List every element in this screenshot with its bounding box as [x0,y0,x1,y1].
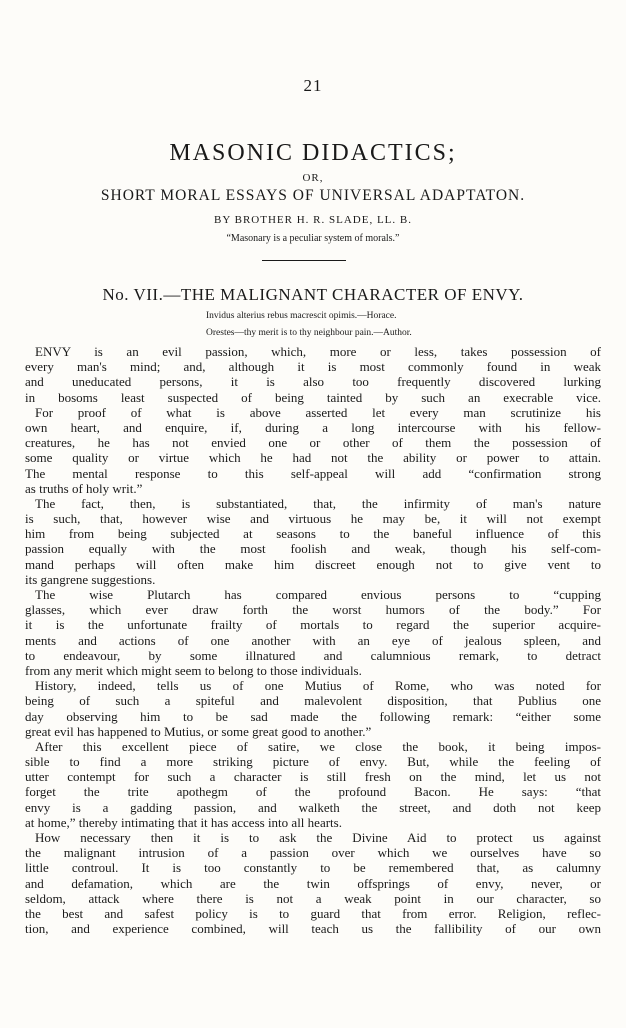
page-title: MASONIC DIDACTICS; [169,140,457,166]
text-line: utter contempt for such a character is still fresh on the mind, let us not [25,769,601,785]
text-line: The mental response to this self-appeal will add “confirmation strong [25,465,601,481]
text-line: ENVY is an evil passion, which, more or less, takes possession of [35,344,601,359]
text-line: The wise Plutarch has compared envious persons to “cupping [35,587,601,602]
text-line: day observing him to be sad made the following remark: “either some [25,708,601,724]
text-line: its gangrene suggestions. [25,571,156,587]
text-line: ments and actions of one another with an eye of jealous spleen, and [25,632,601,648]
text-line: him from being subjected at seasons to the baneful influence of this [25,526,601,542]
text-line: little controul. It is too constantly to be remembered that, as calumny [25,860,601,876]
motto: “Masonary is a peculiar system of morals.” [226,233,400,244]
page-subtitle: SHORT MORAL ESSAYS OF UNIVERSAL ADAPTATON. [100,187,526,204]
text-line: mand perhaps will often make him discreet enough not to give vent to [25,556,601,572]
text-line: the best and safest policy is to guard that from error. Religion, reflec- [25,905,601,921]
text-line: creatures, he has not envied one or other of them the possession of [25,435,601,451]
text-line: The fact, then, is substantiated, that, the infirmity of man's nature [35,495,601,511]
text-line: and uneducated persons, it is also too frequently discovered lurking [25,374,601,390]
text-line: the malignant intrusion of a passion over which we ourselves have so [25,845,601,861]
title-conjunction: OR, [302,172,324,184]
text-line: seldom, attack where there is not a weak point in our character, so [25,890,601,906]
text-line: own heart, and enquire, if, during a long intercourse with his fellow- [25,419,601,435]
text-line: great evil has happened to Mutius, or some great good to another.” [25,723,372,739]
text-line: and defamation, which are the twin offsprings of envy, never, or [25,875,601,891]
author-byline: BY BROTHER H. R. SLADE, LL. B. [214,214,412,226]
text-line: some quality or virtue which he had not the ability or power to attain. [25,450,601,466]
text-line: For proof of what is above asserted let every man scrutinize his [35,404,601,420]
text-line: as truths of holy writ.” [25,480,143,496]
page-number: 21 [303,76,323,95]
text-line: it is the unfortunate frailty of mortals to regard the superior acquire- [25,617,601,633]
epigraph-horace: Invidus alterius rebus macrescit opimis.—Horace. [206,311,397,321]
text-line: in bosoms least suspected of being tainted by such an execrable vice. [25,389,601,405]
text-line: passion equally with the most foolish and weak, though his self-com- [25,541,601,557]
text-line: to endeavour, by some illnatured and calumnious remark, to detract [25,647,601,663]
text-line: is such, that, however wise and virtuous he may be, it will not exempt [25,511,601,527]
text-line: at home,” thereby intimating that it has access into all hearts. [25,814,342,830]
text-line: envy is a gadding passion, and walketh the street, and doth not keep [25,799,601,815]
text-line: History, indeed, tells us of one Mutius of Rome, who was noted for [35,678,601,694]
text-line: tion, and experience combined, will teach us the fallibility of our own [25,921,601,937]
text-line: from any merit which might seem to belong to those individuals. [25,662,362,678]
text-line: forget the trite apothegm of the profound Bacon. He says: “that [25,784,601,800]
text-line: being of such a spiteful and malevolent disposition, that Publius one [25,693,601,709]
chapter-title: No. VII.—THE MALIGNANT CHARACTER OF ENVY. [102,285,524,304]
text-line: sible to find a more striking picture of envy. But, while the feeling of [25,754,601,770]
text-line: every man's mind; and, although it is most commonly found in weak [25,359,601,375]
section-divider [262,260,346,261]
epigraph-author: Orestes—thy merit is to thy neighbour pain.—Author. [206,328,412,338]
text-line: glasses, which ever draw forth the worst humors of the body.” For [25,602,601,618]
text-line: How necessary then it is to ask the Divine Aid to protect us against [35,830,601,845]
text-line: After this excellent piece of satire, we close the book, it being impos- [35,738,601,754]
essay-body [25,344,601,936]
